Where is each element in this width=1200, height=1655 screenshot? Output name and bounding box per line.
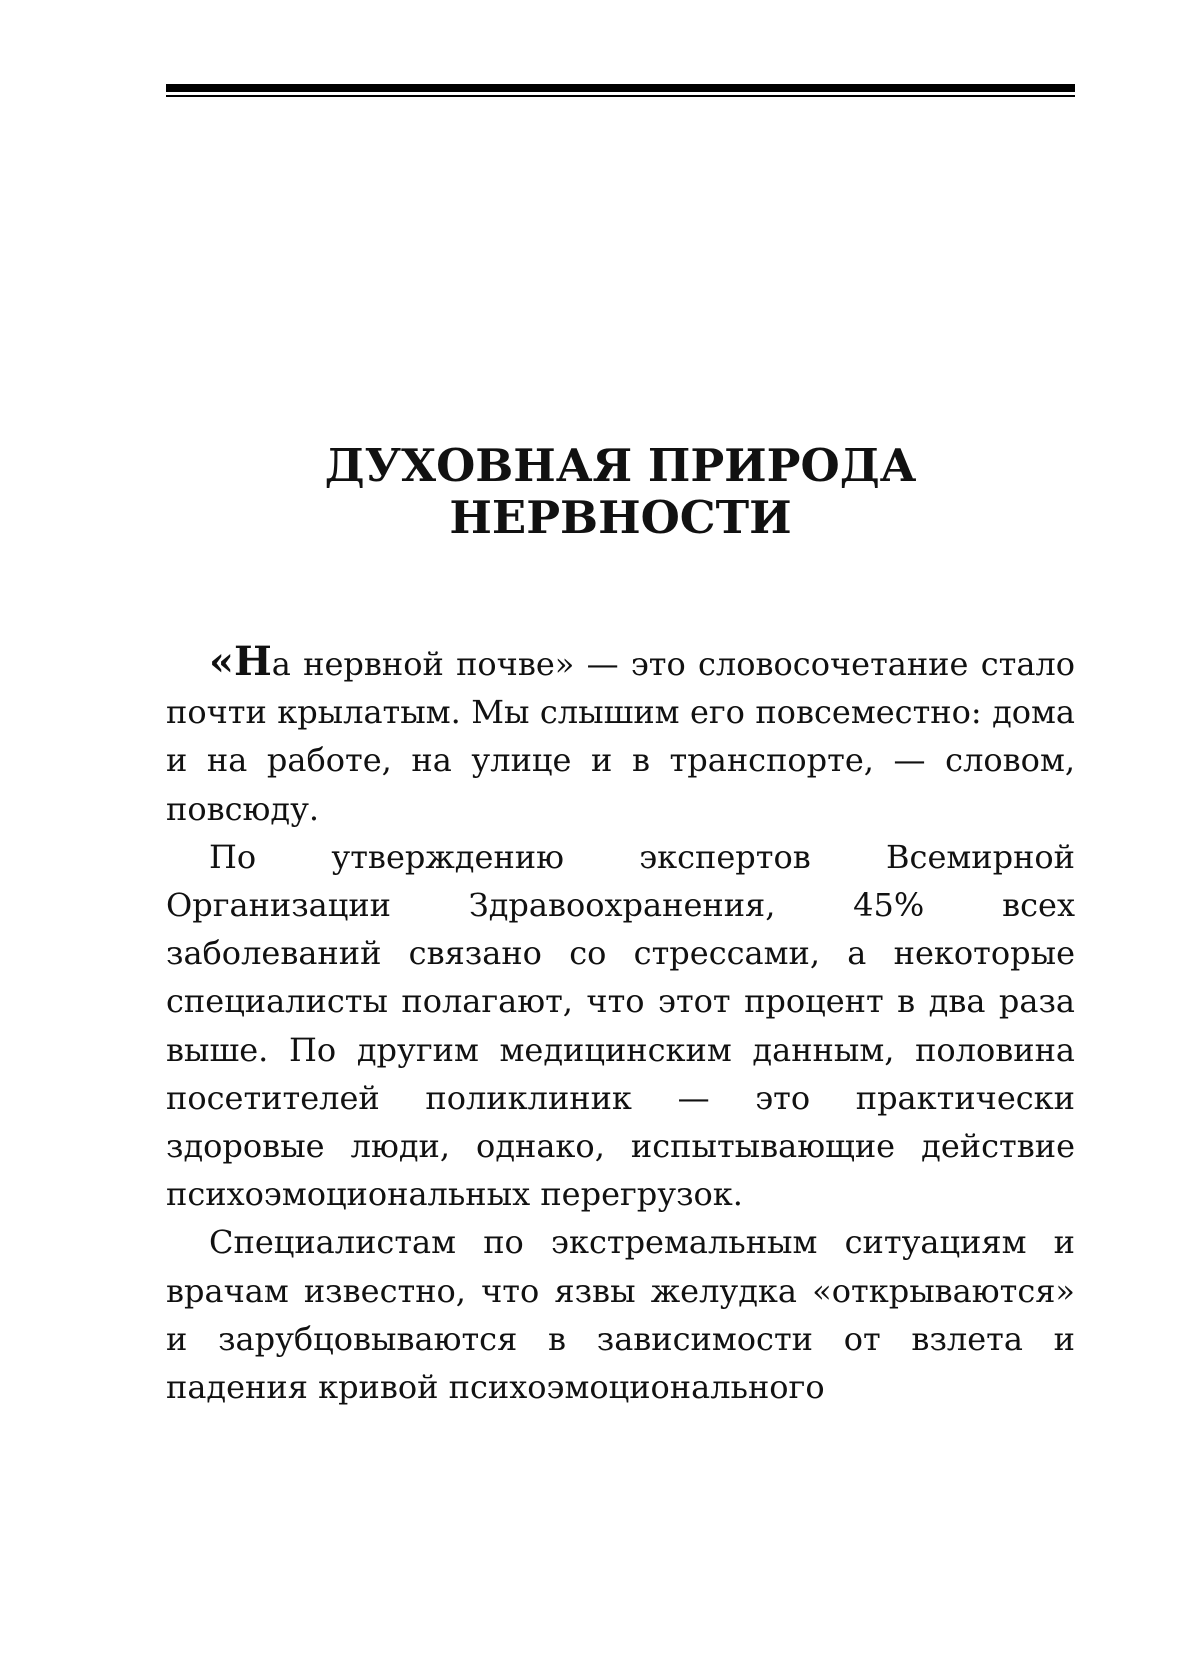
chapter-title-line-2: НЕРВНОСТИ [449,491,792,544]
paragraph-1-lead: «Н [209,638,272,685]
paragraph-3: Специалистам по экстремальным ситуациям и врачам известно, что язвы желудка «открываются» и зарубцовываются в зависимости от взлета и падения кривой психоэмоционального [166,1223,1075,1407]
header-rule-thin [166,95,1075,97]
paragraph-2: По утверждению экспертов Всемирной Организации Здравоохранения, 45% всех заболеваний связано со стрессами, а некоторые специалисты полагают, что этот процент в два раза выше. По другим медицинским данным, половина посетителей поликлиник — это практически здоровые люди, однако, испытывающие действие психоэмоциональных перегрузок. [166,837,1075,1214]
header-rule-thick [166,84,1075,92]
chapter-title-line-1: ДУХОВНАЯ ПРИРОДА [324,439,917,492]
paragraph-1-text: а нервной почве» — это словосочетание стало почти крылатым. Мы слышим его повсеместно: дома и на работе, на улице и в транспорте, — словом, повсюду. [166,645,1075,828]
chapter-body [166,638,1075,1411]
chapter-title [166,440,1075,544]
paragraph-1 [166,638,1075,833]
